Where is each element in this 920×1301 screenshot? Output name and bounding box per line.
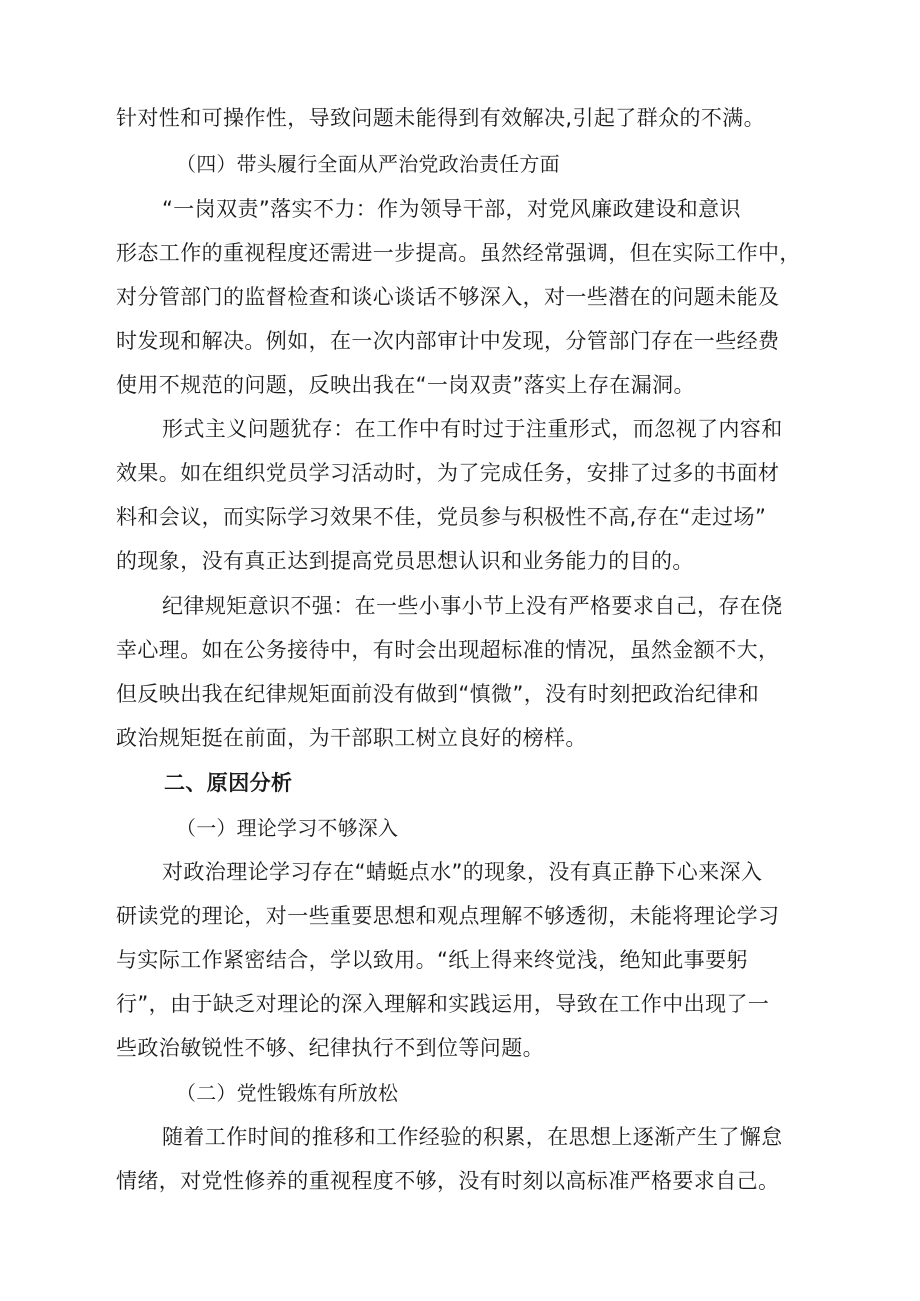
paragraph-line: 与实际工作紧密结合，学以致用。“纸上得来终觉浅，绝知此事要躬 [116,948,748,972]
paragraph-line: 使用不规范的问题，反映出我在“一岗双责”落实上存在漏洞。 [116,373,695,397]
paragraph-line: 对政治理论学习存在“蜻蜓点水”的现象，没有真正静下心来深入 [162,860,763,884]
paragraph-line: 些政治敏锐性不够、纪律执行不到位等问题。 [116,1036,544,1060]
paragraph-line: 情绪，对党性修养的重视程度不够，没有时刻以高标准严格要求自己。 [116,1169,780,1193]
paragraph-line: 对分管部门的监督检查和谈心谈话不够深入，对一些潜在的问题未能及 [116,285,780,309]
paragraph-line: 幸心理。如在公务接待中，有时会出现超标准的情况，虽然金额不大， [116,638,780,662]
paragraph-line: 政治规矩挺在前面，为干部职工树立良好的榜样。 [116,726,587,750]
paragraph-line: “一岗双责”落实不力：作为领导干部，对党风廉政建设和意识 [162,197,741,221]
paragraph-line: 时发现和解决。例如，在一次内部审计中发现，分管部门存在一些经费 [116,329,780,353]
paragraph-line: 但反映出我在纪律规矩面前没有做到“慎微”，没有时刻把政治纪律和 [116,682,760,706]
paragraph-line: 针对性和可操作性，导致问题未能得到有效解决,引起了群众的不满。 [116,106,766,130]
paragraph-line: 效果。如在组织党员学习活动时，为了完成任务，安排了过多的书面材 [116,461,780,485]
paragraph-line: 的现象，没有真正达到提高党员思想认识和业务能力的目的。 [116,549,694,573]
subsection-title: （一）理论学习不够深入 [176,816,399,840]
paragraph-line: 随着工作时间的推移和工作经验的积累，在思想上逐渐产生了懈怠 [162,1125,783,1149]
paragraph-line: 形态工作的重视程度还需进一步提高。虽然经常强调，但在实际工作中， [116,241,801,265]
subsection-title: （四）带头履行全面从严治党政治责任方面 [176,152,560,176]
paragraph-line: 研读党的理论，对一些重要思想和观点理解不够透彻，未能将理论学习 [116,904,780,928]
paragraph-line: 料和会议，而实际学习效果不佳，党员参与积极性不高,存在“走过场” [116,505,767,529]
section-heading: 二、原因分析 [164,771,293,795]
subsection-title: （二）党性锻炼有所放松 [176,1081,399,1105]
paragraph-line: 纪律规矩意识不强：在一些小事小节上没有严格要求自己，存在侥 [162,594,783,618]
paragraph-line: 行”，由于缺乏对理论的深入理解和实践运用，导致在工作中出现了一 [116,992,770,1016]
paragraph-line: 形式主义问题犹存：在工作中有时过于注重形式，而忽视了内容和 [162,417,783,441]
